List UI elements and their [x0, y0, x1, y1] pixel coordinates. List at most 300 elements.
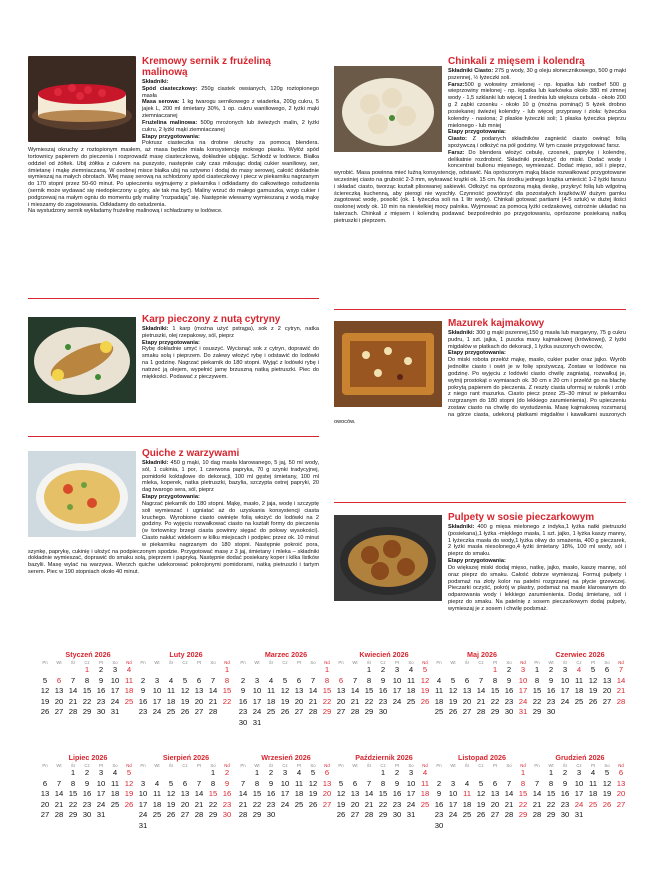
day-cell: 18	[266, 696, 276, 706]
day-cell: 2	[224, 768, 230, 777]
day-cell: 11	[125, 675, 133, 685]
weekday-label: Pn	[338, 660, 344, 665]
day-cell: 10	[138, 789, 148, 799]
day-cell: 21	[68, 696, 78, 706]
day-cell: 15	[252, 789, 262, 799]
weekday-label: Śr	[168, 763, 174, 768]
day-cell: 23	[238, 707, 248, 717]
day-cell: 18	[462, 799, 472, 809]
day-cell: 16	[96, 686, 106, 696]
day-cell: 28	[68, 707, 78, 717]
day-cell: 28	[208, 707, 218, 717]
day-cell: 7	[310, 675, 316, 685]
empty-cell	[334, 768, 348, 779]
day-cell: 11	[575, 675, 583, 685]
recipe-para: Do większej miski dodaj mięso, natkę, jajko, masło, kaszę mannę, sól oraz pieprz do smaku. Całość dobrze wymieszaj. Formuj pulpety i podsmaż na złoty kolor na patelni rozgrzanej na płycie grzewczej. Pieczarki oczyść, pokrój w plastry, podsmaż na masle klarowanym do odparowania wody i lekkiego zarumienienia. Dodaj śmietanę, sól i pieprz do smaku. Na patelnię z sosem pieczarkowym dodaj pulpety, wymieszaj je z sosem i chwilę podsmaż.	[448, 564, 626, 612]
day-cell: 9	[436, 789, 442, 799]
day-cell: 4	[436, 675, 442, 685]
right-column	[334, 56, 626, 229]
day-cell: 19	[602, 789, 612, 799]
month-calendar	[136, 650, 236, 718]
weekday-label: Wt	[154, 660, 160, 665]
recipe-title: Kremowy sernik z frużeliną malinową	[142, 56, 271, 78]
day-cell: 15	[208, 789, 218, 799]
day-cell: 27	[602, 696, 612, 706]
day-cell: 6	[182, 778, 188, 788]
day-cell: 10	[152, 686, 162, 696]
day-cell: 19	[308, 789, 318, 799]
recipe-para: Rybę dokładnie umyć i osuszyć. Wycisnąć sok z cytryn, doprawić do smaku solą i pieprzem. Do zalewy włożyć rybę i odstawić do lodówki na 1 godzinę. Nagrzać piekarnik do 180 stopni. Wyjąć z lodówki rybę i natrzeć ją olejem, wypełnić jamę brzuszną natką pietruszki. Piec do miękkości. Podawać z pieczywem.	[142, 346, 319, 380]
day-cell: 24	[110, 696, 120, 706]
empty-cell	[432, 768, 446, 779]
day-cell: 16	[378, 686, 388, 696]
weekday-label: Śr	[366, 660, 372, 665]
weekday-label: Pt	[492, 763, 498, 768]
weekday-label: Pt	[98, 660, 104, 665]
empty-cell	[348, 768, 362, 779]
day-cell: 5	[604, 768, 610, 777]
weekday-label: Pn	[534, 763, 540, 768]
day-cell: 16	[560, 789, 570, 799]
empty-cell	[52, 768, 66, 779]
day-cell: 24	[448, 810, 458, 820]
day-cell: 9	[240, 686, 246, 696]
recipe-cheesecake	[28, 56, 319, 215]
day-cell: 24	[574, 799, 584, 809]
weekday-label: So	[408, 763, 414, 768]
empty-cell	[178, 665, 192, 676]
day-cell: 26	[476, 810, 486, 820]
day-cell: 4	[296, 768, 302, 777]
day-cell: 23	[546, 696, 556, 706]
day-cell: 19	[420, 686, 430, 696]
day-cell: 10	[110, 675, 120, 685]
day-cell: 18	[152, 799, 162, 809]
weekday-label: Śr	[168, 660, 174, 665]
day-cell: 21	[208, 696, 218, 706]
day-cell: 7	[56, 778, 62, 788]
empty-cell	[348, 665, 362, 676]
day-cell: 25	[406, 696, 416, 706]
day-cell: 1	[224, 665, 230, 674]
month-calendar	[432, 650, 532, 718]
weekday-label: Nd	[618, 763, 624, 768]
weekday-label: Śr	[70, 763, 76, 768]
day-cell: 1	[210, 768, 216, 777]
day-cell: 19	[280, 696, 290, 706]
empty-cell	[292, 665, 306, 676]
day-cell: 1	[548, 768, 554, 777]
right-column-3	[334, 512, 626, 617]
day-cell: 12	[180, 686, 190, 696]
day-cell: 18	[420, 789, 430, 799]
day-cell: 22	[546, 799, 556, 809]
day-cell: 2	[548, 665, 554, 674]
divider	[334, 309, 626, 310]
day-cell: 2	[84, 768, 90, 777]
day-cell: 10	[406, 778, 416, 788]
recipe-para: Frużelina malinowa: 500g mrożonych lub świeżych malin, 2 łyżki cukru, 2 łyżki mąki ziemniaczanej	[142, 119, 319, 133]
recipe-title: Pulpety w sosie pieczarkowym	[448, 512, 595, 523]
day-cell: 17	[252, 696, 262, 706]
day-cell: 8	[70, 778, 76, 788]
day-cell: 5	[182, 675, 188, 685]
day-cell: 22	[322, 696, 332, 706]
recipe-mazurek	[334, 318, 626, 425]
empty-cell	[52, 665, 66, 676]
day-cell: 19	[40, 696, 50, 706]
day-cell: 8	[492, 675, 498, 685]
month-name: Listopad 2026	[458, 753, 506, 762]
weekday-label: Wt	[154, 763, 160, 768]
day-cell: 17	[110, 686, 120, 696]
day-cell: 30	[266, 810, 276, 820]
day-cell: 17	[392, 686, 402, 696]
day-cell: 12	[448, 686, 458, 696]
day-cell: 15	[222, 686, 232, 696]
day-cell: 3	[450, 778, 456, 788]
day-cell: 29	[490, 707, 500, 717]
empty-cell	[502, 768, 516, 779]
day-cell: 30	[82, 810, 92, 820]
month-calendar	[334, 650, 434, 718]
day-cell: 11	[267, 686, 275, 696]
recipe-para: Etapy przygotowania:	[142, 133, 200, 140]
day-cell: 1	[70, 768, 76, 777]
day-cell: 30	[546, 707, 556, 717]
weekday-label: Wt	[56, 763, 62, 768]
left-column-2	[28, 314, 319, 408]
day-cell: 30	[238, 717, 248, 727]
day-cell: 4	[422, 768, 428, 777]
empty-cell	[164, 665, 178, 676]
weekday-label: So	[112, 660, 118, 665]
day-cell: 9	[140, 686, 146, 696]
day-cell: 12	[602, 778, 612, 788]
day-cell: 5	[310, 768, 316, 777]
day-cell: 21	[54, 799, 64, 809]
day-cell: 9	[224, 778, 230, 788]
day-cell: 4	[268, 675, 274, 685]
day-cell: 27	[336, 707, 346, 717]
day-cell: 20	[40, 799, 50, 809]
day-cell: 9	[380, 675, 386, 685]
day-cell: 17	[138, 799, 148, 809]
day-cell: 27	[462, 707, 472, 717]
day-cell: 13	[490, 789, 500, 799]
day-cell: 23	[138, 707, 148, 717]
day-cell: 27	[194, 707, 204, 717]
recipe-para: Do miski robota przełóż mąkę, masło, cukier puder oraz jajko. Wyrób jednolite ciasto i owiń je w folię spożywczą. Zostaw w lodówce na godzinę. Po wyjęciu z lodówki ciasto chwilę zagniataj, rozwałkuj je, wytnij prostokąt o wymiarach ok. 30 cm x 20 cm i przełóż go na blachę pokrytą papierem do pieczenia. Z reszty ciasta uformuj w rulonik i zrób z niego rant mazurka. Ciasto piecz przez 25–30 minut w piekarniku rozgrzanym do 180 stopni (do lekkiego zarumienienia). Po upieczeniu zostaw ciasto na chwilę do wystudzenia. Masę kajmakową rozsmaruj na górze ciasta, udekoruj płatkami migdałów i kawałkami suszonych owoców.	[334, 357, 626, 425]
day-cell: 1	[492, 665, 498, 674]
recipe-para: Spód ciasteczkowy: 250g ciastek owsianych, 120g roztopionego masła	[142, 85, 319, 99]
day-cell: 9	[98, 675, 104, 685]
month-name: Marzec 2026	[264, 650, 308, 659]
day-cell: 25	[420, 799, 430, 809]
day-cell: 20	[602, 686, 612, 696]
day-cell: 21	[194, 799, 204, 809]
day-cell: 12	[40, 686, 50, 696]
empty-cell	[278, 665, 292, 676]
day-cell: 18	[110, 789, 120, 799]
day-cell: 23	[266, 799, 276, 809]
day-cell: 31	[96, 810, 106, 820]
weekday-label: Nd	[126, 660, 132, 665]
day-cell: 24	[560, 696, 570, 706]
weekday-label: Śr	[70, 660, 76, 665]
weekday-label: Pt	[296, 763, 302, 768]
day-cell: 9	[84, 778, 90, 788]
weekday-label: Nd	[618, 660, 624, 665]
day-cell: 19	[588, 686, 598, 696]
month-calendar	[38, 753, 138, 821]
weekday-label: Cz	[576, 660, 582, 665]
empty-cell	[136, 768, 150, 779]
day-cell: 7	[478, 675, 484, 685]
day-cell: 3	[520, 665, 526, 674]
day-cell: 17	[96, 789, 106, 799]
weekday-label: So	[112, 763, 118, 768]
weekday-label: Pn	[436, 763, 442, 768]
month-name: Październik 2026	[355, 753, 413, 762]
days-grid	[236, 665, 336, 729]
day-cell: 23	[392, 799, 402, 809]
day-cell: 26	[308, 799, 318, 809]
day-cell: 29	[518, 810, 528, 820]
day-cell: 23	[434, 810, 444, 820]
day-cell: 15	[518, 789, 528, 799]
day-cell: 13	[350, 789, 360, 799]
day-cell: 24	[96, 799, 106, 809]
day-cell: 12	[420, 675, 430, 685]
day-cell: 4	[112, 768, 118, 777]
day-cell: 14	[532, 789, 542, 799]
days-grid	[136, 768, 236, 832]
day-cell: 15	[378, 789, 388, 799]
weekday-label: Nd	[224, 763, 230, 768]
day-cell: 15	[82, 686, 92, 696]
quiche-photo	[28, 448, 136, 540]
recipe-para: Farsz:500 g wołowiny zmielonej - np. łopatka lub rostbef 500 g wieprzowiny mielonej - np. łopatka lub karkówka około 380 ml zimnej wody - 1,5 szklanki lub więcej 1 średnia lub większa cebula - około 200 g 2 ząbki czosnku - około 10 g (można pominąć) 5 łyżek drobno posiekanej świeżej kolendry - lub więcej przyprawy i zioła: łyżeczka kolendry - nasiona; 2 płaskie łyżeczki soli; 1 płaska łyżeczka pieprzu mielonego - lub mniej	[448, 81, 626, 129]
day-cell: 26	[124, 799, 134, 809]
recipe-chinkali	[334, 56, 626, 225]
day-cell: 20	[336, 696, 346, 706]
day-cell: 16	[138, 696, 148, 706]
day-cell: 10	[560, 675, 570, 685]
weekday-label: Nd	[422, 763, 428, 768]
day-cell: 21	[616, 686, 626, 696]
day-cell: 3	[112, 665, 118, 674]
day-cell: 20	[322, 789, 332, 799]
weekday-label: Pn	[140, 763, 146, 768]
day-cell: 13	[602, 675, 612, 685]
day-cell: 11	[111, 778, 119, 788]
day-cell: 7	[352, 675, 358, 685]
empty-cell	[446, 665, 460, 676]
recipe-para: Masa serowa: 1 kg twarogu sernikowego z wiaderka, 200g cukru, 5 jajek L, 200 ml śmietany 30%, 1 op. cukru waniliowego, 2 łyżki mąki ziemniaczanej	[142, 99, 320, 120]
day-cell: 13	[462, 686, 472, 696]
day-cell: 21	[308, 696, 318, 706]
empty-cell	[164, 768, 178, 779]
day-cell: 11	[435, 686, 443, 696]
day-cell: 21	[364, 799, 374, 809]
day-cell: 8	[366, 675, 372, 685]
weekday-label: Cz	[182, 660, 188, 665]
day-cell: 31	[518, 707, 528, 717]
day-cell: 8	[210, 778, 216, 788]
month-name: Styczeń 2026	[65, 650, 111, 659]
day-cell: 15	[322, 686, 332, 696]
empty-cell	[236, 768, 250, 779]
day-cell: 13	[194, 686, 204, 696]
day-cell: 25	[434, 707, 444, 717]
day-cell: 31	[406, 810, 416, 820]
day-cell: 28	[476, 707, 486, 717]
day-cell: 24	[252, 707, 262, 717]
day-cell: 5	[478, 778, 484, 788]
day-cell: 19	[476, 799, 486, 809]
day-cell: 4	[154, 778, 160, 788]
day-cell: 6	[42, 778, 48, 788]
weekday-label: Pn	[240, 763, 246, 768]
day-cell: 16	[434, 799, 444, 809]
day-cell: 20	[462, 696, 472, 706]
weekday-label: Pt	[590, 763, 596, 768]
day-cell: 31	[252, 717, 262, 727]
day-cell: 30	[392, 810, 402, 820]
carp-photo	[28, 314, 136, 406]
day-cell: 14	[54, 789, 64, 799]
day-cell: 25	[166, 707, 176, 717]
empty-cell	[38, 665, 52, 676]
month-calendar	[38, 650, 138, 718]
month-calendar	[136, 753, 236, 832]
recipe-para: Etapy przygotowania:	[142, 494, 200, 501]
day-cell: 6	[464, 675, 470, 685]
month-name: Czerwiec 2026	[555, 650, 605, 659]
weekday-label: Cz	[84, 660, 90, 665]
month-name: Wrzesień 2026	[261, 753, 311, 762]
recipe-para: Etapy przygotowania:	[448, 129, 506, 136]
empty-cell	[136, 665, 150, 676]
cheesecake-photo	[28, 56, 136, 142]
recipe-para: Składniki: 1 karp (można użyć pstrąga), sok z 2 cytryn, natka pietruszki, olej rzepakowy, sól, pieprz	[142, 326, 319, 339]
empty-cell	[474, 665, 488, 676]
day-cell: 11	[463, 789, 471, 799]
day-cell: 14	[68, 686, 78, 696]
day-cell: 1	[84, 665, 90, 674]
day-cell: 7	[240, 778, 246, 788]
weekday-label: So	[604, 763, 610, 768]
day-cell: 20	[294, 696, 304, 706]
day-cell: 14	[350, 686, 360, 696]
day-cell: 6	[324, 768, 330, 777]
day-cell: 3	[408, 768, 414, 777]
day-cell: 1	[520, 768, 526, 777]
weekday-label: Śr	[464, 763, 470, 768]
day-cell: 3	[98, 768, 104, 777]
day-cell: 14	[476, 686, 486, 696]
day-cell: 5	[422, 665, 428, 674]
weekday-label: Nd	[324, 763, 330, 768]
day-cell: 30	[504, 707, 514, 717]
month-calendar	[432, 753, 532, 832]
day-cell: 13	[40, 789, 50, 799]
days-grid	[432, 665, 532, 718]
empty-cell	[38, 768, 52, 779]
weekday-label: So	[210, 763, 216, 768]
day-cell: 29	[82, 707, 92, 717]
weekday-label: Wt	[450, 660, 456, 665]
day-cell: 23	[82, 799, 92, 809]
day-cell: 21	[476, 696, 486, 706]
day-cell: 27	[490, 810, 500, 820]
empty-cell	[488, 768, 502, 779]
weekday-label: Pt	[98, 763, 104, 768]
day-cell: 2	[562, 768, 568, 777]
day-cell: 18	[124, 686, 134, 696]
day-cell: 22	[82, 696, 92, 706]
day-cell: 29	[546, 810, 556, 820]
weekday-label: Nd	[324, 660, 330, 665]
day-cell: 16	[546, 686, 556, 696]
day-cell: 8	[254, 778, 260, 788]
day-cell: 15	[364, 686, 374, 696]
empty-cell	[150, 665, 164, 676]
empty-cell	[432, 665, 446, 676]
empty-cell	[474, 768, 488, 779]
day-cell: 1	[380, 768, 386, 777]
day-cell: 2	[506, 665, 512, 674]
day-cell: 11	[589, 778, 597, 788]
recipe-title: Mazurek kajmakowy	[448, 318, 545, 329]
day-cell: 5	[450, 675, 456, 685]
day-cell: 2	[240, 675, 246, 685]
recipe-para: Farsz: Do blendera włożyć cebulę, czosnek, paprykę i kolendrę, delikatnie rozdrobnić. Składniki przełożyć do miski. Dodać wodę i koncentrat bulionu mięsnego, wymieszać. Dodać mięso, sól i pieprz, wyrobić. Masa powinna mieć luźną konsystencję, odstawić. Na oprószonym mąką blacie rozwałkować przygotowane wcześniej ciasto na grubość 2-3 mm, wykrawać krążki ok. 15 cm. Na środku jednego krążka umieścić 1-2 łyżki farszu i składać ciasto, tworząc kształt plisowanej sakiewki. Odłożyć na oprószoną mąką deskę, przykryć folią lub wilgotną ściereczką kuchenną, aby pierogi nie wyschły. Czynność powtórzyć dla pozostałych krążków.W dużym garnku zagotować wodę, posolić (ok. 1 łyżeczka soli na 1 litr wody). Chinkali gotować partiami (4-5 sztuk) w dużej ilości osolonej wody ok. 10 min na niewielkiej mocy palnika. Wyjmować za pomocą łyżki cedzakowej, ostrożnie układać na talerzach. Chinkali z mięsem i kolendrą podawać bezpośrednio po przygotowaniu, oprószone posiekaną natką pietruszki i pieprzem.	[334, 149, 626, 224]
weekday-label: Śr	[268, 763, 274, 768]
day-cell: 9	[506, 675, 512, 685]
day-cell: 13	[294, 686, 304, 696]
day-cell: 8	[324, 675, 330, 685]
day-cell: 27	[294, 707, 304, 717]
day-cell: 22	[490, 696, 500, 706]
days-grid	[38, 768, 138, 821]
day-cell: 16	[238, 696, 248, 706]
day-cell: 13	[336, 686, 346, 696]
days-grid	[38, 665, 138, 718]
day-cell: 7	[506, 778, 512, 788]
recipe-carp	[28, 314, 319, 381]
empty-cell	[530, 768, 544, 779]
weekday-label: Wt	[254, 660, 260, 665]
empty-cell	[446, 768, 460, 779]
weekday-label: Cz	[478, 660, 484, 665]
days-grid	[432, 768, 532, 832]
day-cell: 16	[504, 686, 514, 696]
weekday-label: So	[408, 660, 414, 665]
day-cell: 4	[464, 778, 470, 788]
day-cell: 7	[196, 778, 202, 788]
month-name: Lipiec 2026	[68, 753, 108, 762]
day-cell: 28	[504, 810, 514, 820]
day-cell: 17	[518, 686, 528, 696]
day-cell: 14	[238, 789, 248, 799]
day-cell: 18	[166, 696, 176, 706]
recipe-title: Chinkali z mięsem i kolendrą	[448, 56, 585, 67]
month-name: Grudzień 2026	[555, 753, 605, 762]
day-cell: 6	[352, 778, 358, 788]
day-cell: 26	[280, 707, 290, 717]
